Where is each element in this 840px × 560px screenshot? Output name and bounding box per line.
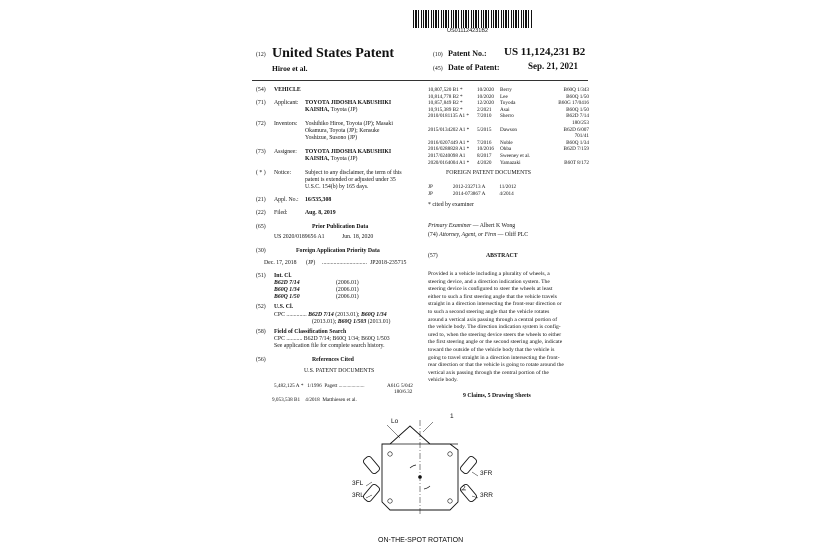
citation-date: 10/2020 [477,93,495,100]
prior-pub-label: Prior Publication Data [312,224,369,230]
figure-drawing [340,406,510,551]
code-52: (52) [256,304,266,310]
ref-row-2: 9,053,538 B1 4/2018 Matthiesen et al. [272,397,357,403]
foreign-priority-label: Foreign Application Priority Data [296,248,380,254]
citation-num: 2016/0207449 A1 * [428,139,470,146]
figure-caption: ON-THE-SPOT ROTATION [378,537,464,544]
citation-date: 2/2021 [477,106,492,113]
prior-pub-number: US 2020/0189656 A1 [274,234,325,240]
code-72: (72) [256,121,266,127]
date-label: Date of Patent: [448,63,500,72]
fig-label-lo: Lo [391,418,399,425]
field-search-label: Field of Classification Search [274,329,347,335]
wheel-front-left [362,455,380,475]
appl-no-label: Appl. No.: [274,197,299,203]
abstract-line: vehicle body. [428,377,458,384]
citation-name: Sweeney et al. [500,153,531,159]
fig-label-3fl: 3FL [352,480,364,487]
ref-row-1-cls: A61G 5/042 [387,383,413,389]
code-54: (54) [256,87,266,93]
prior-pub-date: Jun. 18, 2020 [342,234,374,240]
citation-name: Berry [500,87,512,93]
claims-line: 9 Claims, 5 Drawing Sheets [463,393,531,399]
citation-num: 2015/0134202 A1 * [428,126,470,133]
code-45: (45) [433,66,443,72]
filed-date: Aug. 8, 2019 [305,210,336,216]
citation-name: Yamazaki [500,159,521,166]
field-search-line-1: CPC ........... B62D 7/14; B60Q 1/34; B60Q 1/503 [274,336,390,342]
code-22: (22) [256,210,266,216]
indicator-rl [388,499,392,503]
citation-cls: B60Q 1/50 [566,93,589,100]
us-cl-line-1: CPC .............. B62D 7/14 (2013.01); B60Q 1/34 [274,312,387,318]
indicator-fl [388,452,392,456]
fig-label-3fr: 3FR [480,470,493,477]
leader-3fr [472,472,478,476]
abstract-line: toward the outside of the vehicle body that the vehicle is [428,347,555,353]
code-21: (21) [256,197,266,203]
wheel-front-right [459,455,477,475]
citation-name: Ohba [500,146,512,153]
fig-label-3rr: 3RR [480,492,494,499]
int-cl-2: B60Q 1/34 [274,287,300,293]
assignee-name-2: KAISHA, Toyota (JP) [305,156,358,162]
citation-cls: B60G 17/0416 [558,100,589,107]
fig-label-2: 2 [462,485,466,492]
abstract-line: ured to, when the steering device steers the wheels to either [428,331,562,338]
fig-ref-1: 1 [450,413,454,420]
applicant-name: TOYOTA JIDOSHA KABUSHIKI [305,100,392,106]
citation-cls: B62D 6/007 [563,126,589,133]
cited-by-examiner: * cited by examiner [428,202,474,208]
appl-no: 16/535,308 [305,197,332,203]
inventors-line-3: Yoshizue, Susono (JP) [305,135,358,141]
notice-line-2: patent is extended or adjusted under 35 [305,177,396,183]
us-cl-line-2: (2013.01); B60Q 1/503 (2013.01) [312,319,391,325]
int-cl-3: B60Q 1/50 [274,294,300,300]
citation-date: 8/2017 [477,153,492,159]
abstract-line: vertical axis passing through the central portion of the [428,369,549,376]
abstract-line: Provided is a vehicle including a plurality of wheels, a [428,271,550,277]
citation-num: 10,915,389 B2 * [428,106,463,113]
inventors-line-1: Yoshihiko Hiroe, Toyota (JP); Masaki [305,121,393,127]
patent-page [250,8,590,556]
assignee-label: Assignee: [274,149,297,155]
code-57: (57) [428,253,438,259]
rotation-arrow-2 [424,486,430,489]
code-notice: ( * ) [256,170,266,176]
citation-cls: B60Q 1/34 [566,139,589,146]
ref-row-1-cls2: 180/6.32 [394,389,413,395]
code-58: (58) [256,329,266,335]
notice-label: Notice: [274,170,292,176]
citation-date: 10/2020 [477,87,495,93]
abstract-line: straight in a direction intersecting the front-rear direction or [428,301,562,308]
code-71: (71) [256,100,266,106]
int-cl-label: Int. Cl. [274,273,292,279]
us-cl-label: U.S. Cl. [274,304,294,310]
inventors-line-2: Okamura, Toyota (JP); Kensuke [305,128,380,134]
abstract-line: steering device, and a direction indication system. The [428,278,550,285]
citation-name: Lee [500,93,508,100]
code-73: (73) [256,149,266,155]
doc-type: United States Patent [272,46,395,61]
indicator-fr [448,452,452,456]
inventors-label: Inventors: [274,121,298,127]
patent-no-label: Patent No.: [448,49,487,58]
citation-cls: 180/253 [571,120,589,126]
applicant-label: Applicant: [274,100,299,106]
notice-line-1: Subject to any disclaimer, the term of this [305,170,402,176]
priority-number: JP2018-235715 [370,260,407,266]
foreign-row-2: JP 2014-073867 A 4/2014 [428,191,514,197]
citation-cls: B60Q 1/50 [566,106,589,113]
header-rule [252,80,588,81]
filed-label: Filed: [274,210,288,216]
citation-num: 2010/0181135 A1 * [428,113,470,120]
leader-3rl [366,495,372,498]
leader-1 [423,422,433,432]
code-10: (10) [433,52,443,58]
int-cl-3-ver: (2006.01) [336,294,359,300]
attorney: (74) Attorney, Agent, or Firm — Oliff PLC [428,232,529,238]
code-12: (12) [256,52,266,58]
abstract-line: to such a second steering angle that the vehicle rotates [428,309,550,315]
citation-num: 2020/0164004 A1 * [428,159,470,166]
citation-cls: B62D 7/159 [563,146,589,153]
inventor-line: Hiroe et al. [272,64,308,73]
citation-num: 10,857,849 B2 * [428,100,463,107]
citation-num: 10,807,520 B1 * [428,87,463,93]
int-cl-1: B62D 7/14 [274,280,300,286]
citation-cls: 701/41 [574,133,589,140]
citation-name: Asai [500,106,510,113]
rotation-arrow-1 [410,465,416,468]
rotation-center [418,475,422,479]
patent-number: US 11,124,231 B2 [504,46,586,58]
int-cl-1-ver: (2006.01) [336,280,359,286]
barcode-number: US011124231B2 [447,28,489,34]
abstract-line: steering device is configured to steer the wheels at least [428,286,553,293]
references-label: References Cited [312,357,354,363]
citation-date: 10/2016 [477,146,495,153]
abstract-title: ABSTRACT [486,253,518,259]
patent-date: Sep. 21, 2021 [528,61,579,71]
citation-date: 7/2010 [477,113,492,120]
foreign-row-1: JP 2012-232713 A 11/2012 [428,184,517,190]
code-30: (30) [256,248,266,254]
abstract-line: going to travel straight in a direction intersecting the front- [428,354,560,361]
priority-dots: ............................... [322,260,367,266]
citation-date: 12/2020 [477,100,495,107]
leader-lo [387,425,400,438]
abstract-line: either to such a first steering angle that the vehicle travels [428,293,557,300]
citation-name: Toyoda [500,100,516,107]
wheel-rear-left [362,483,380,503]
ref-row-1: 5,482,125 A * 1/1996 Pagett .................... [274,383,365,389]
primary-examiner: Primary Examiner — Albert K Wong [428,223,516,229]
field-search-line-2: See application file for complete search history. [274,343,385,349]
code-65: (65) [256,224,266,230]
citation-date: 4/2020 [477,159,492,166]
leader-3fl [366,482,372,486]
citation-name: Noble [500,139,513,146]
code-51: (51) [256,273,266,279]
abstract-line: rear direction or that the vehicle is going to rotate around the [428,362,564,369]
fig-label-3rl: 3RL [352,492,364,499]
barcode [413,10,533,28]
citation-cls: B60Q 1/343 [563,87,589,93]
citation-num: 10,814,778 B2 * [428,93,463,100]
assignee-name: TOYOTA JIDOSHA KABUSHIKI [305,149,392,155]
citation-num: 2016/0288828 A1 * [428,146,470,153]
title-vehicle: VEHICLE [274,87,301,93]
citation-name: Dawson [500,126,518,133]
citation-date: 7/2016 [477,139,492,146]
notice-line-3: U.S.C. 154(b) by 165 days. [305,184,369,190]
priority-country: (JP) [306,260,316,266]
indicator-rr [448,499,452,503]
abstract-line: the vehicle body. The direction indication system is config- [428,324,561,331]
citation-num: 2017/0240098 A1 [428,153,466,159]
code-56: (56) [256,357,266,363]
citation-cls: B62D 7/14 [566,113,589,120]
citation-date: 5/2015 [477,126,492,133]
us-patent-docs-label: U.S. PATENT DOCUMENTS [304,368,375,374]
foreign-docs-title: FOREIGN PATENT DOCUMENTS [446,170,532,176]
applicant-name-2: KAISHA, Toyota (JP) [305,107,358,113]
abstract-line: around a vertical axis passing through a central portion of [428,316,558,323]
priority-date: Dec. 17, 2018 [264,260,297,266]
abstract-line: the first steering angle or the second steering angle, indicate [428,339,563,346]
citation-cls: B60T 8/172 [564,159,589,166]
int-cl-2-ver: (2006.01) [336,287,359,293]
citation-name: Sherro [500,113,514,120]
